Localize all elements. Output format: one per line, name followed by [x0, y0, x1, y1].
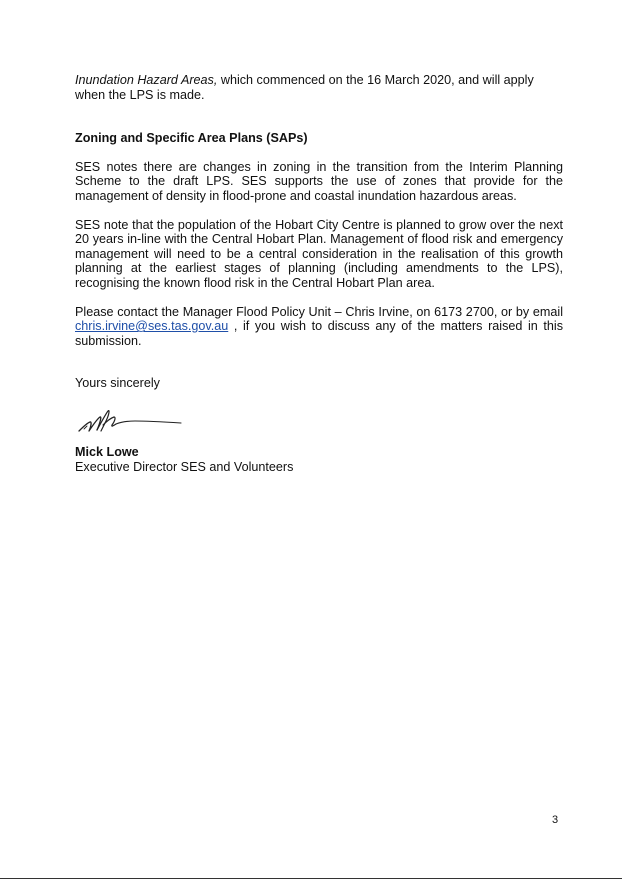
letter-body [75, 73, 563, 474]
contact-paragraph [75, 305, 563, 349]
zoning-heading: Zoning and Specific Area Plans (SAPs) [75, 131, 308, 146]
email-link[interactable]: chris.irvine@ses.tas.gov.au [75, 319, 229, 334]
contact-prefix: Please contact the Manager Flood Policy Unit – Chris Irvine, on 6173 2700, or by email [75, 304, 563, 319]
intro-rest-text: which commenced on the 16 March 2020, and will apply when the LPS is made. [75, 73, 534, 102]
salutation: Yours sincerely [75, 376, 160, 391]
contact-suffix: , if you wish to discuss any of the matters raised in this submission. [75, 319, 563, 348]
page-bottom-edge [0, 878, 622, 879]
intro-paragraph [75, 73, 563, 102]
signature-image [75, 401, 195, 441]
intro-italic-text: Inundation Hazard Areas, [75, 73, 218, 87]
page-number: 3 [552, 814, 559, 826]
zoning-paragraph-2: SES note that the population of the Hobart City Centre is planned to grow over the next 20 years in-line with the Central Hobart Plan. Management of flood risk and emergency management will need to be a central consideration in the realisation of this growth planning at the earliest stages of planning (including amendments to the LPS), recognising the known flood risk in the Central Hobart Plan area. [75, 217, 563, 290]
signer-name: Mick Lowe [75, 444, 139, 459]
signer-title: Executive Director SES and Volunteers [75, 459, 294, 474]
zoning-paragraph-1: SES notes there are changes in zoning in the transition from the Interim Planning Scheme to the draft LPS. SES supports the use of zones that provide for the management of density in flood-prone and coastal inundation hazardous areas. [75, 159, 563, 203]
